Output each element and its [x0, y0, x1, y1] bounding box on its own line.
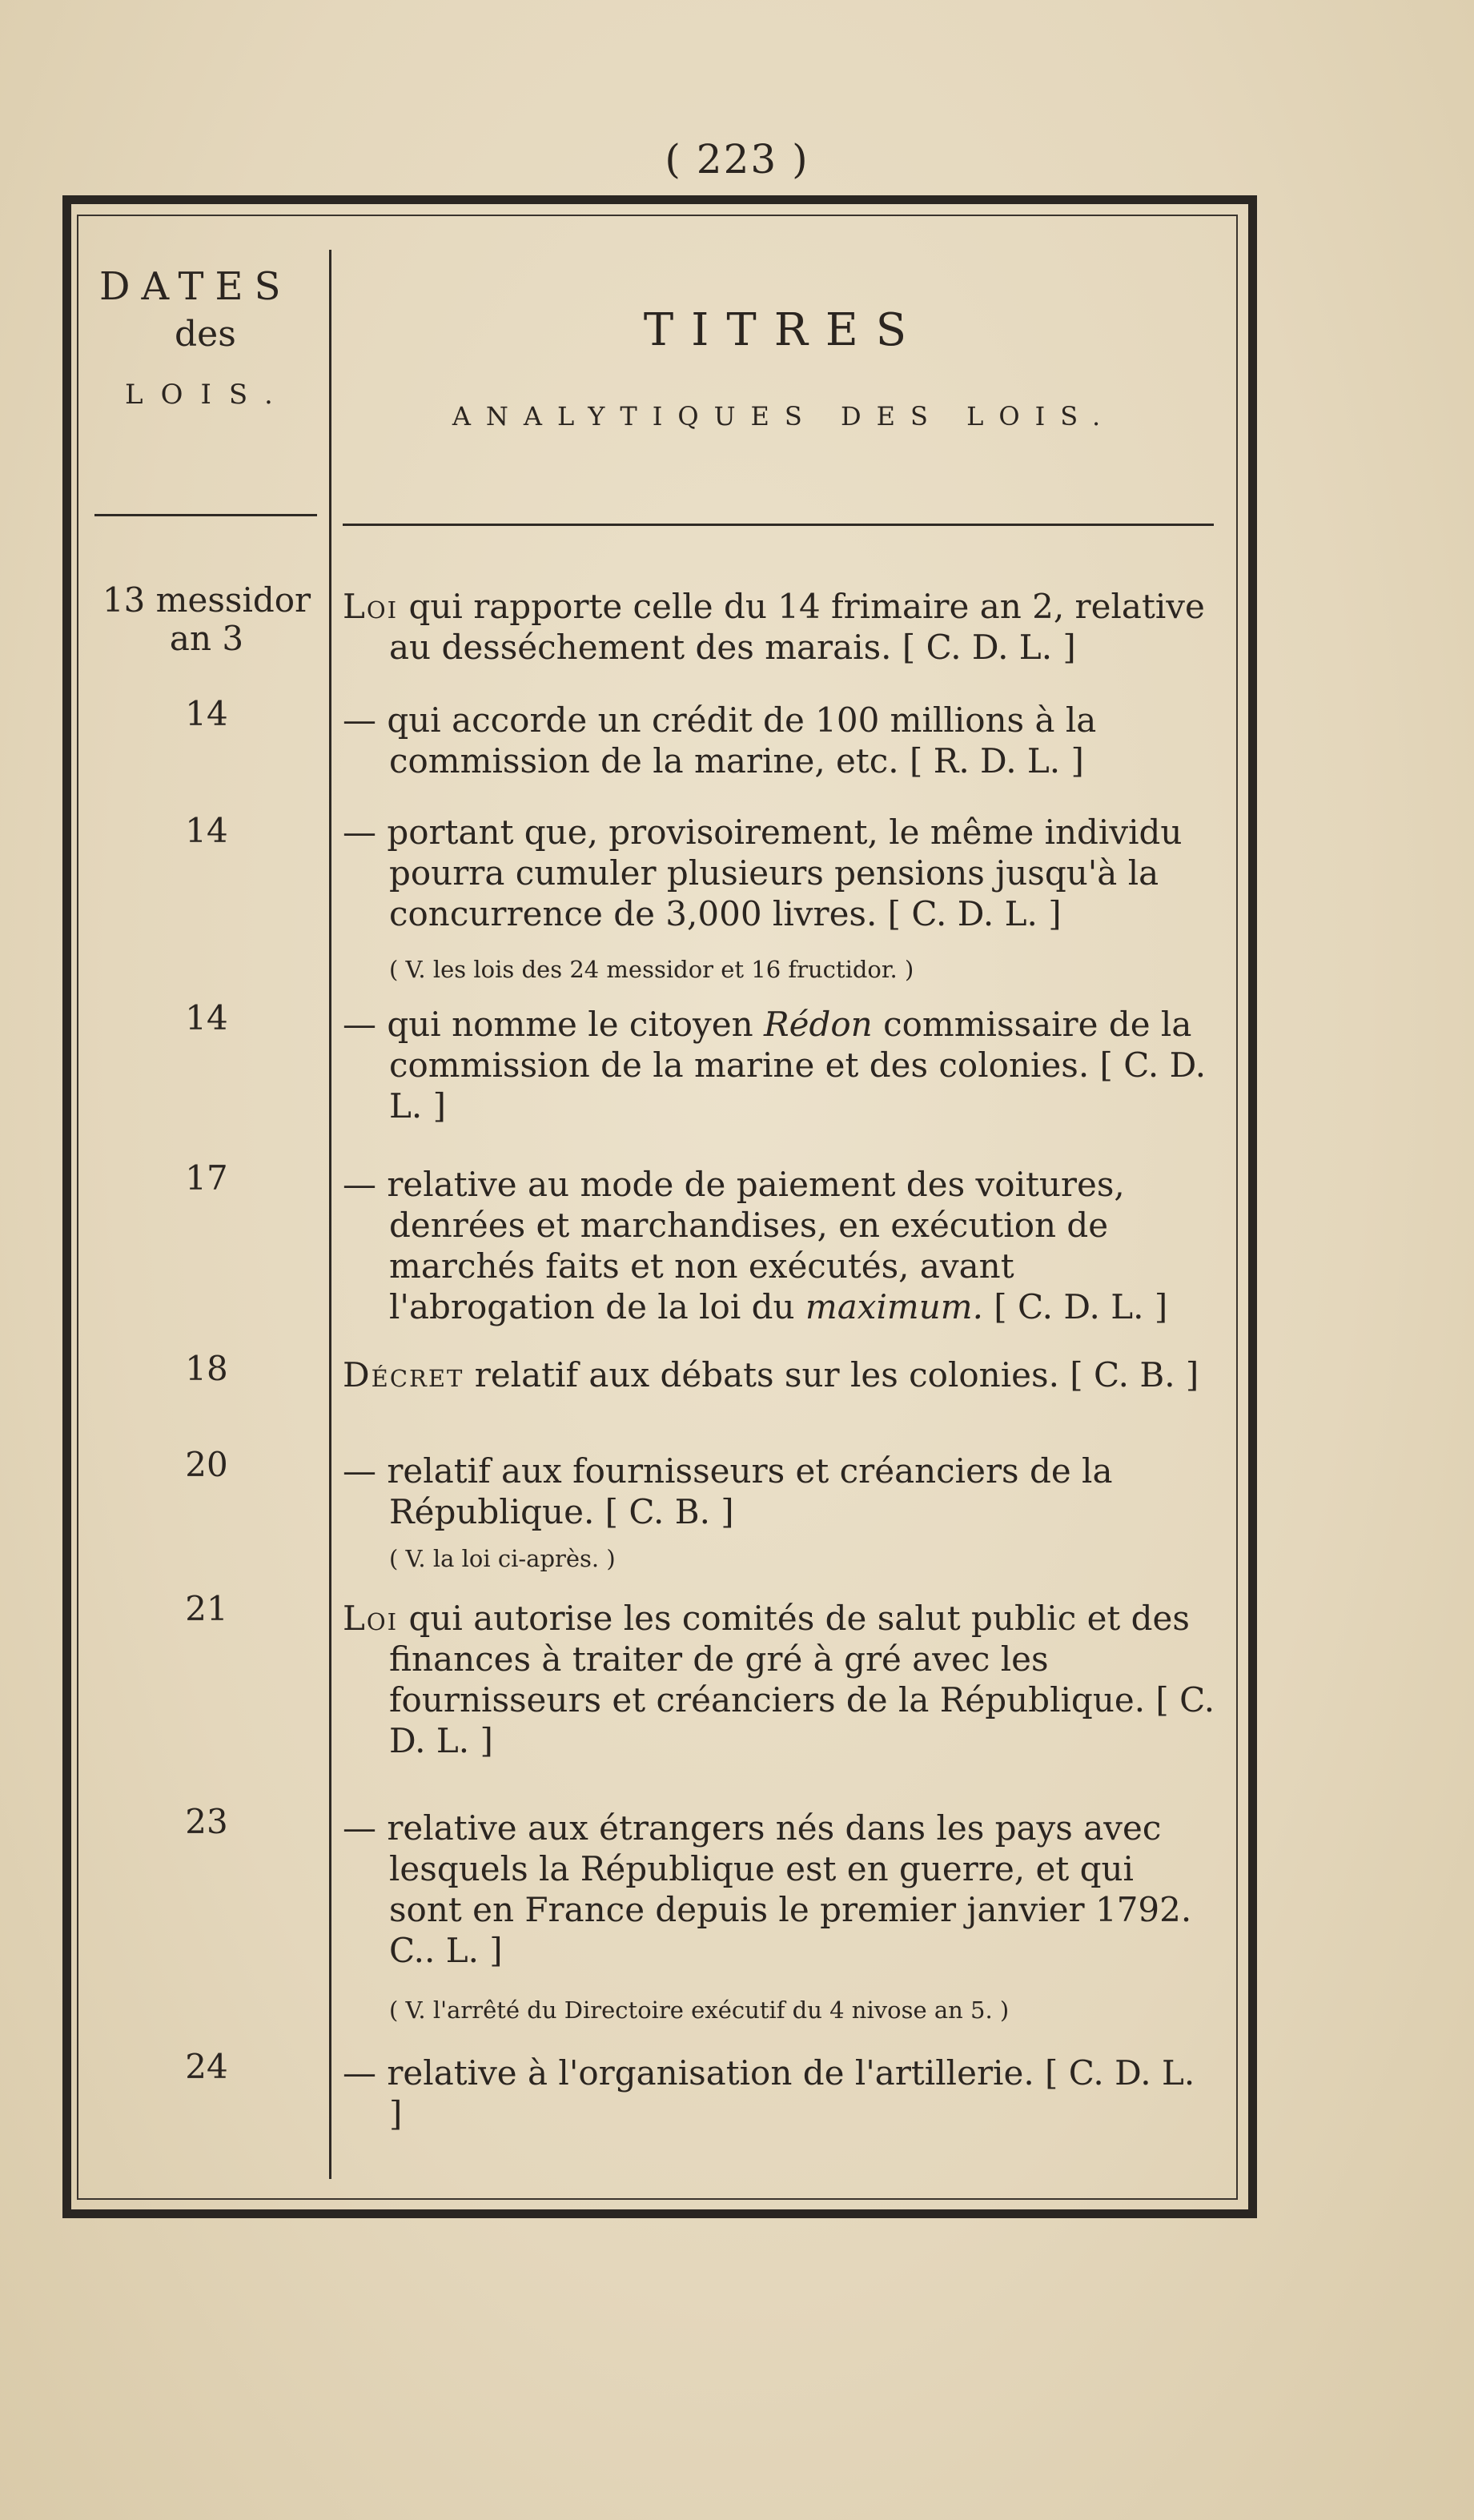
entry-text: — qui nomme le citoyen: [343, 1005, 765, 1044]
entry-lead: Loi: [343, 1599, 399, 1638]
entry-text: relatif aux débats sur les colonies. [ C. B. ]: [464, 1355, 1199, 1394]
row-entry: [343, 2053, 1215, 2134]
header-rule-right: [343, 524, 1214, 526]
row-date: 13 messidor an 3: [102, 580, 311, 658]
header-titres-line1: TITRES: [643, 304, 925, 356]
entry-text: — relative au mode de paiement des voitures, denrées et marchandises, en exécution de marchés faits et non exécutés, avant l'abrogation de la loi du: [343, 1165, 1125, 1326]
row-date: 14: [185, 998, 228, 1037]
header-dates: [86, 264, 327, 411]
entry-text: — relative aux étrangers nés dans les pays avec lesquels la République est en guerre, et qui sont en France depuis le premier janvier 1792. C.. L. ]: [343, 1808, 1192, 1970]
row-note: ( V. la loi ci-après. ): [389, 1545, 616, 1572]
row-entry: [343, 1598, 1215, 1761]
entry-text: — relative à l'organisation de l'artillerie. [ C. D. L. ]: [343, 2053, 1195, 2133]
entry-text: qui autorise les comités de salut public et des finances à traiter de gré à gré avec les fournisseurs et créanciers de la République. [ C. D. L. ]: [389, 1599, 1215, 1760]
row-date: 14: [185, 811, 228, 850]
entry-text-after: commissaire de la commission de la marine et des colonies. [ C. D. L. ]: [389, 1005, 1207, 1126]
row-date: 20: [185, 1445, 228, 1484]
header-dates-line2: des: [175, 314, 236, 355]
row-note: ( V. l'arrêté du Directoire exécutif du 4 nivose an 5. ): [389, 1996, 1010, 2024]
column-divider: [329, 250, 331, 2179]
header-dates-line3: LOIS.: [125, 379, 291, 411]
row-entry: [343, 1164, 1215, 1327]
entry-text: qui rapporte celle du 14 frimaire an 2, relative au desséchement des marais. [ C. D. L. ]: [389, 587, 1205, 667]
row-entry: [343, 1808, 1215, 1971]
page-number: ( 223 ): [665, 136, 809, 183]
row-date: 17: [185, 1158, 228, 1198]
row-date: 23: [185, 1802, 228, 1841]
row-date: 14: [185, 694, 228, 733]
entry-lead: Décret: [343, 1355, 464, 1394]
header-rule-left: [94, 514, 317, 516]
entry-text-after: [ C. D. L. ]: [982, 1287, 1168, 1326]
row-entry: [343, 812, 1215, 934]
row-date: 18: [185, 1349, 228, 1388]
header-dates-line1: DATES: [99, 264, 292, 309]
row-entry: [343, 700, 1215, 781]
entry-text: — qui accorde un crédit de 100 millions à la commission de la marine, etc. [ R. D. L. ]: [343, 700, 1097, 780]
header-titres-line2: ANALYTIQUES DES LOIS.: [452, 401, 1116, 431]
entry-italic: Rédon: [764, 1005, 873, 1044]
row-entry: [343, 1004, 1215, 1126]
row-entry: [343, 1451, 1215, 1532]
row-note: ( V. les lois des 24 messidor et 16 fructidor. ): [389, 956, 914, 983]
entry-text: — relatif aux fournisseurs et créanciers de la République. [ C. B. ]: [343, 1451, 1113, 1531]
row-entry: [343, 586, 1215, 668]
row-entry: [343, 1354, 1215, 1395]
entry-lead: Loi: [343, 587, 399, 626]
row-date: 21: [185, 1589, 228, 1628]
header-titres: [331, 304, 1236, 431]
entry-italic: maximum.: [805, 1287, 983, 1326]
entry-text: — portant que, provisoirement, le même individu pourra cumuler plusieurs pensions jusqu'à la concurrence de 3,000 livres. [ C. D. L. ]: [343, 813, 1183, 933]
row-date: 24: [185, 2047, 228, 2086]
